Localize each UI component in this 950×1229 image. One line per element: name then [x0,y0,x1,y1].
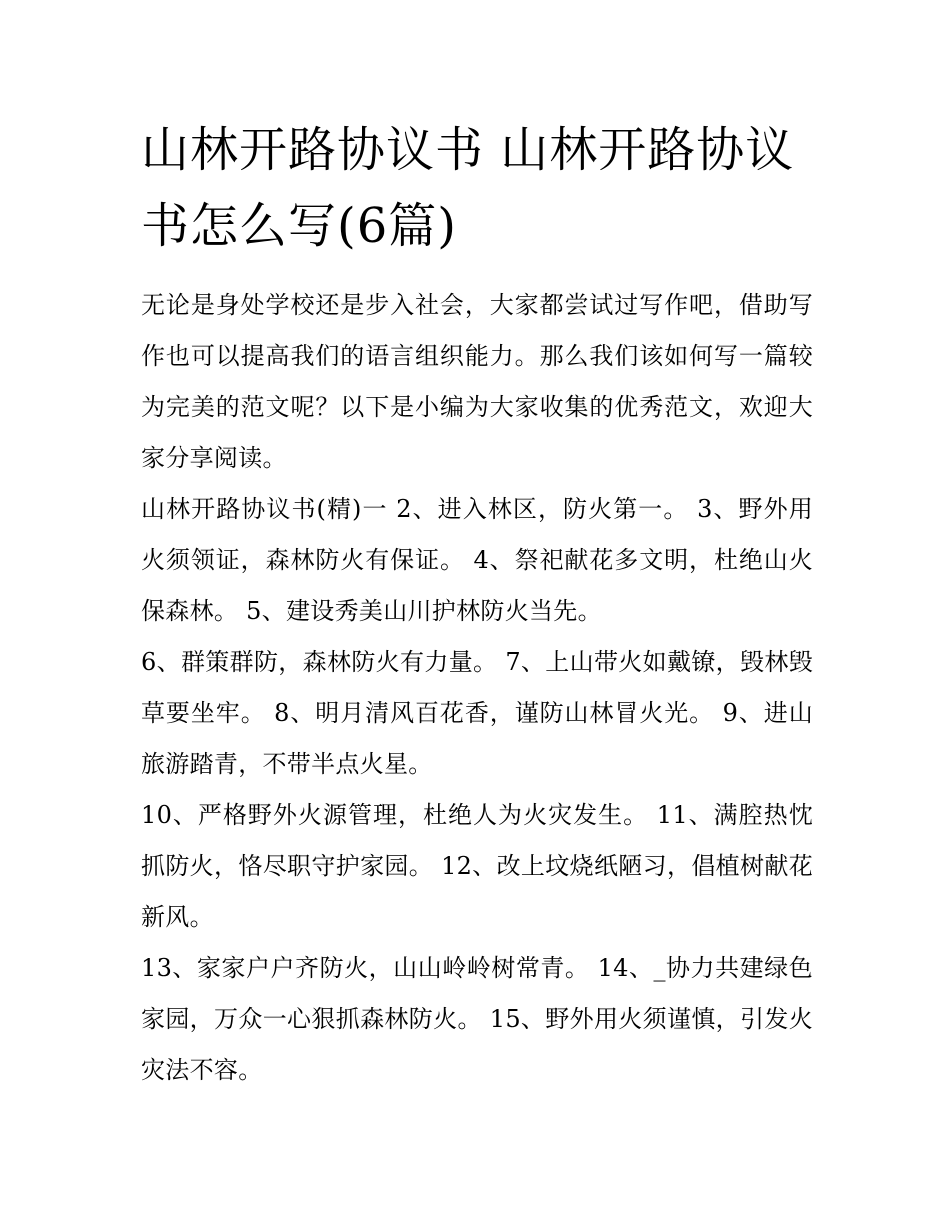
document-body [141,280,813,1096]
paragraph-slogans-3: 10、严格野外火源管理，杜绝人为火灾发生。 11、满腔热忱抓防火，恪尽职守护家园。 12、改上坟烧纸陋习，倡植树献花新风。 [141,801,813,931]
document-page [141,112,813,1096]
paragraph-slogans-4: 13、家家户户齐防火，山山岭岭树常青。 14、_协力共建绿色家园，万众一心狠抓森林防火。 15、野外用火须谨慎，引发火灾法不容。 [141,954,813,1084]
paragraph-slogans-2: 6、群策群防，森林防火有力量。 7、上山带火如戴镣，毁林毁草要坐牢。 8、明月清风百花香，谨防山林冒火光。 9、进山旅游踏青，不带半点火星。 [141,648,813,778]
paragraph-slogans-1: 山林开路协议书(精)一 2、进入林区，防火第一。 3、野外用火须领证，森林防火有保证。 4、祭祀献花多文明，杜绝山火保森林。 5、建设秀美山川护林防火当先。 [141,495,813,625]
document-title: 山林开路协议书 山林开路协议书怎么写(6篇) [141,122,795,254]
paragraph-intro: 无论是身处学校还是步入社会，大家都尝试过写作吧，借助写作也可以提高我们的语言组织能力。那么我们该如何写一篇较为完美的范文呢？以下是小编为大家收集的优秀范文，欢迎大家分享阅读。 [141,291,813,472]
